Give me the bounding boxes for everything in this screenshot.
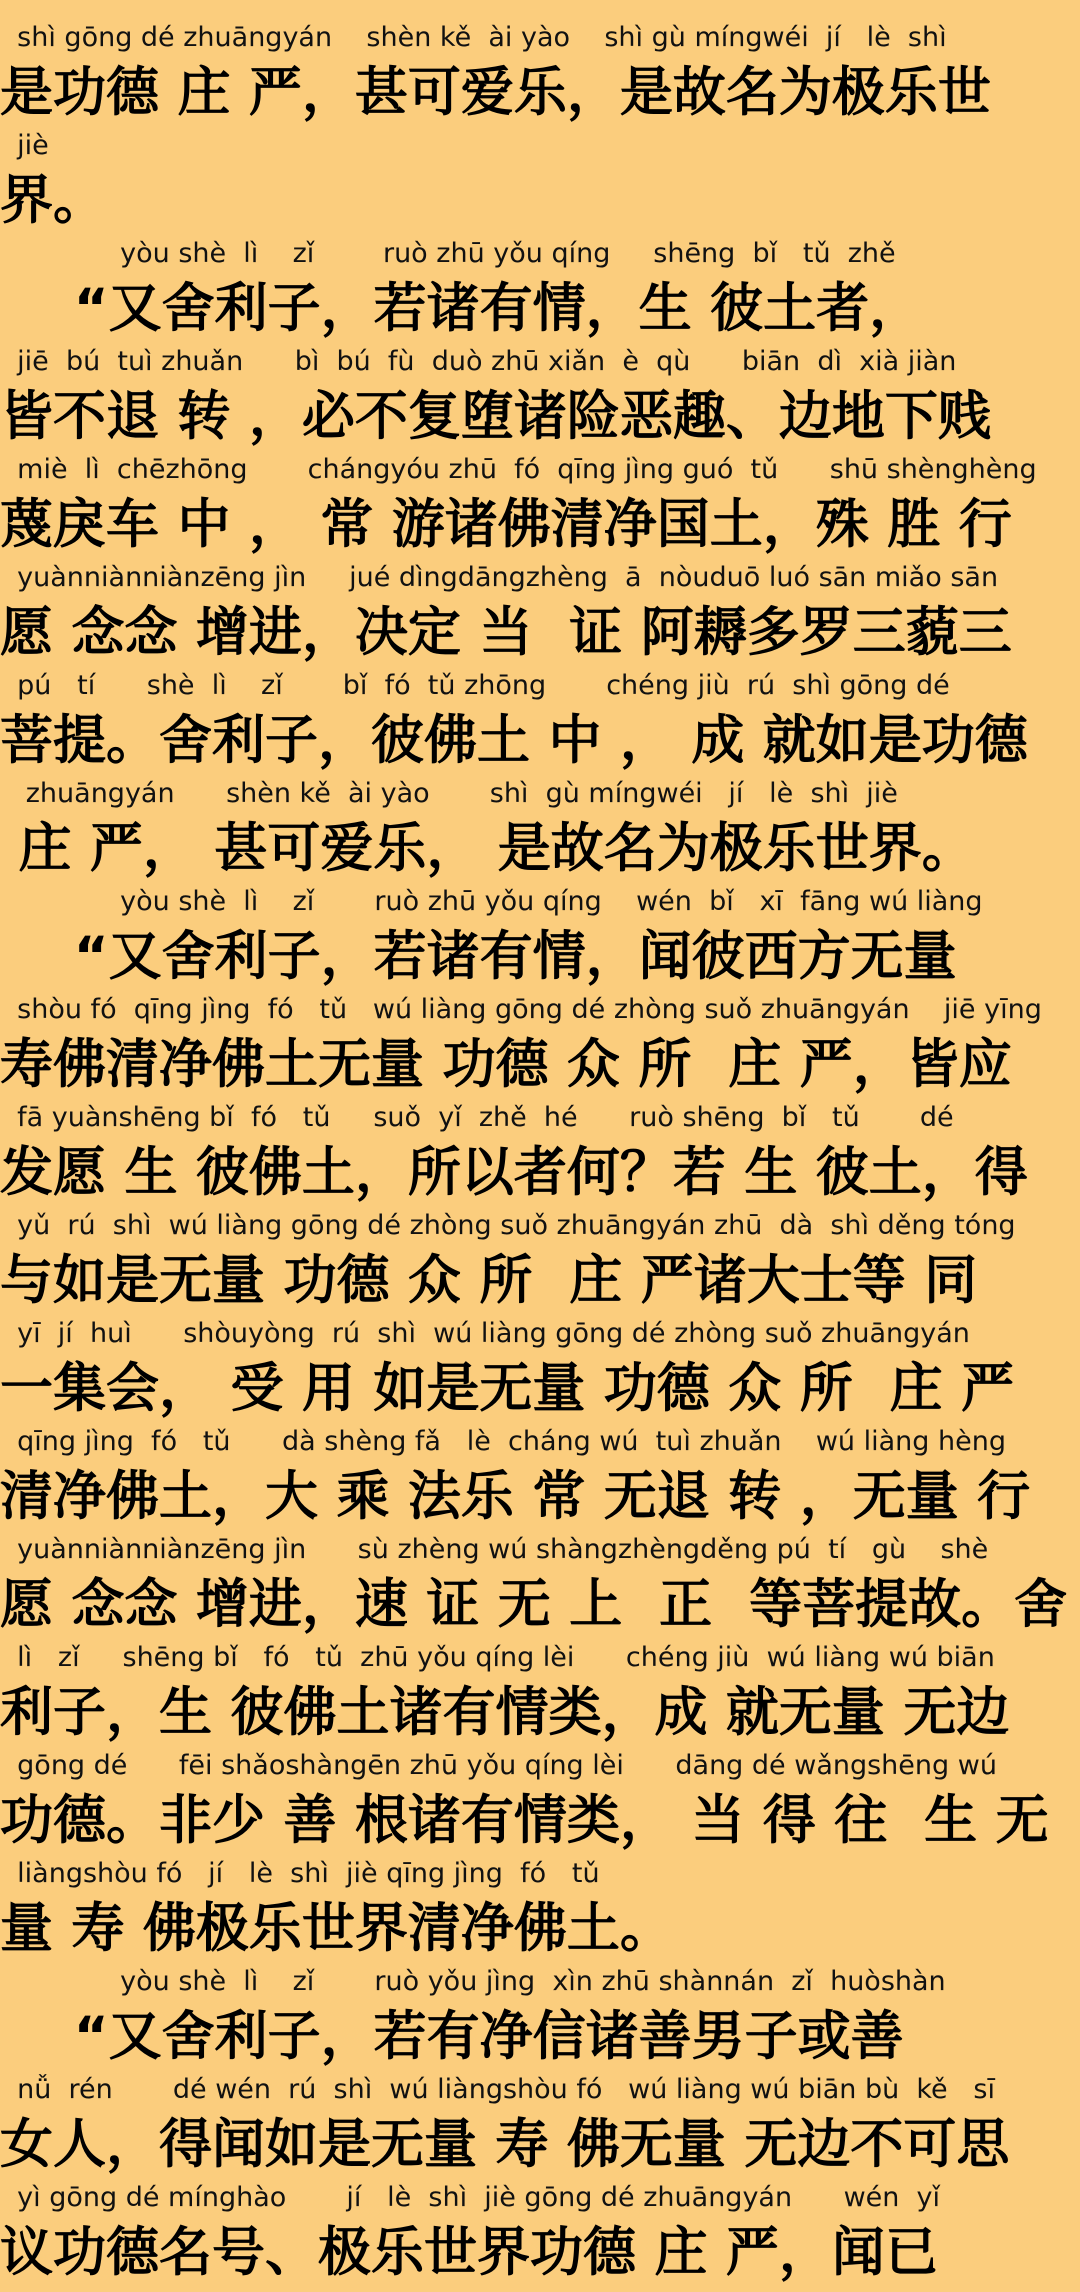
chinese-text: 利子，生 彼佛土诸有情类，成 就无量 无边 [0,1682,1010,1743]
text-line [0,236,1080,348]
text-line [0,560,1080,672]
pinyin-annotation: zhuāngyán shèn kě ài yào shì gù míngwéi jí lè shì jiè [0,778,898,809]
pinyin-annotation: shì gōng dé zhuāngyán shèn kě ài yào shì gù míngwéi jí lè shì [0,22,947,53]
text-line [0,128,1080,240]
text-line [0,1748,1080,1860]
pinyin-annotation: shòu fó qīng jìng fó tǔ wú liàng gōng dé zhòng suǒ zhuāngyán jiē yīng [0,994,1042,1025]
pinyin-annotation: yǔ rú shì wú liàng gōng dé zhòng suǒ zhuāngyán zhū dà shì děng tóng [0,1210,1016,1241]
chinese-text: 愿 念念 增进，决定 当 证 阿耨多罗三藐三 [0,602,1012,663]
chinese-text: “又舍利子，若诸有情，闻彼西方无量 [0,926,957,987]
chinese-text: “又舍利子，若有净信诸善男子或善 [0,2006,904,2067]
pinyin-annotation: yuànniànniànzēng jìn jué dìngdāngzhèng ā nòuduō luó sān miǎo sān [0,562,999,593]
pinyin-annotation: liàngshòu fó jí lè shì jiè qīng jìng fó tǔ [0,1858,600,1889]
pinyin-annotation: yòu shè lì zǐ ruò zhū yǒu qíng wén bǐ xī fāng wú liàng [0,886,983,917]
pinyin-annotation: yòu shè lì zǐ ruò zhū yǒu qíng shēng bǐ tǔ zhě [0,238,896,269]
chinese-text: 皆不退 转 ，必不复堕诸险恶趣、边地下贱 [0,386,991,447]
pinyin-annotation: yuànniànniànzēng jìn sù zhèng wú shàngzhèngděng pú tí gù shè [0,1534,989,1565]
text-line [0,668,1080,780]
pinyin-annotation: qīng jìng fó tǔ dà shèng fǎ lè cháng wú tuì zhuǎn wú liàng hèng [0,1426,1006,1457]
chinese-text: 菩提。舍利子，彼佛土 中 ， 成 就如是功德 [0,710,1028,771]
text-line [0,992,1080,1104]
text-line [0,1208,1080,1320]
pinyin-annotation: pú tí shè lì zǐ bǐ fó tǔ zhōng chéng jiù rú shì gōng dé [0,670,950,701]
chinese-text: 功德。非少 善 根诸有情类， 当 得 往 生 无 [0,1790,1049,1851]
pinyin-annotation: jiē bú tuì zhuǎn bì bú fù duò zhū xiǎn è qù biān dì xià jiàn [0,346,957,377]
pinyin-annotation: yì gōng dé mínghào jí lè shì jiè gōng dé zhuāngyán wén yǐ [0,2182,941,2213]
text-line [0,1100,1080,1212]
text-line [0,20,1080,132]
text-line [0,1316,1080,1428]
pinyin-annotation: yòu shè lì zǐ ruò yǒu jìng xìn zhū shànnán zǐ huòshàn [0,1966,946,1997]
pinyin-annotation: jiè [0,130,49,161]
text-line [0,2180,1080,2292]
pinyin-annotation: lì zǐ shēng bǐ fó tǔ zhū yǒu qíng lèi chéng jiù wú liàng wú biān [0,1642,995,1673]
chinese-text: 界。 [0,170,106,231]
chinese-text: 议功德名号、极乐世界功德 庄 严，闻已 [0,2222,938,2283]
chinese-text: 女人，得闻如是无量 寿 佛无量 无边不可思 [0,2114,1010,2175]
pinyin-annotation: yī jí huì shòuyòng rú shì wú liàng gōng dé zhòng suǒ zhuāngyán [0,1318,970,1349]
pinyin-annotation: miè lì chēzhōng chángyóu zhū fó qīng jìng guó tǔ shū shènghèng [0,454,1037,485]
chinese-text: “又舍利子，若诸有情，生 彼土者， [0,278,923,339]
text-line [0,1532,1080,1644]
text-line [0,2072,1080,2184]
chinese-text: 是功德 庄 严，甚可爱乐，是故名为极乐世 [0,62,991,123]
chinese-text: 发愿 生 彼佛土，所以者何？若 生 彼土，得 [0,1142,1028,1203]
chinese-text: 一集会， 受 用 如是无量 功德 众 所 庄 严 [0,1358,1015,1419]
chinese-text: 清净佛土，大 乘 法乐 常 无退 转 ，无量 行 [0,1466,1031,1527]
chinese-text: 寿佛清净佛土无量 功德 众 所 庄 严，皆应 [0,1034,1012,1095]
text-line [0,1964,1080,2076]
chinese-text: 庄 严， 甚可爱乐， 是故名为极乐世界。 [0,818,975,879]
chinese-text: 量 寿 佛极乐世界清净佛土。 [0,1898,673,1959]
pinyin-annotation: nǚ rén dé wén rú shì wú liàngshòu fó wú liàng wú biān bù kě sī [0,2074,995,2105]
chinese-text: 与如是无量 功德 众 所 庄 严诸大士等 同 [0,1250,978,1311]
text-line [0,1424,1080,1536]
pinyin-annotation: fā yuànshēng bǐ fó tǔ suǒ yǐ zhě hé ruò shēng bǐ tǔ dé [0,1102,954,1133]
text-line [0,776,1080,888]
pinyin-annotation: gōng dé fēi shǎoshàngēn zhū yǒu qíng lèi dāng dé wǎngshēng wú [0,1750,997,1781]
text-line [0,1640,1080,1752]
text-line [0,1856,1080,1968]
text-line [0,344,1080,456]
chinese-text: 蔑戾车 中 ， 常 游诸佛清净国土，殊 胜 行 [0,494,1012,555]
text-line [0,452,1080,564]
text-line [0,884,1080,996]
chinese-text: 愿 念念 增进，速 证 无 上 正 等菩提故。舍 [0,1574,1068,1635]
